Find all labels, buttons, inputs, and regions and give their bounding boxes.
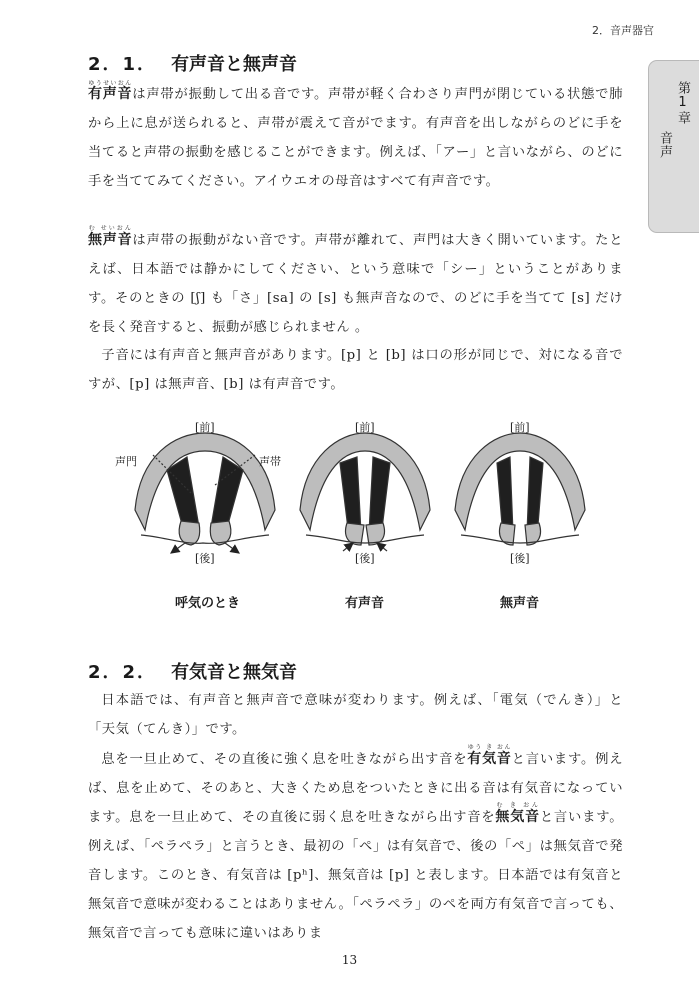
section-title: 有声音と無声音 <box>171 54 298 75</box>
section-heading-2-1 <box>88 50 297 76</box>
paragraph-aspirated: 息を一旦止めて、その直後に強く息を吐きながら出す音を有気音ゆう き おんと言います。例えば、息を止めて、そのあと、大きくため息をついたときに出る音は有気音になっています。息を一旦止めて、その直後に弱く息を吐きながら出す音を無気音む き おんと言います。例えば、「ペラペラ」と言うとき、最初の「ペ」は有気音で、後の「ペ」は無気音で発音します。このとき、有気音は [pʰ]、無気音は [p] と表します。日本語では有気音と無気音で意味が変わることはありません。「ペラペラ」のペを両方有気音で言っても、無気音で言っても意味に違いはありま <box>88 744 624 941</box>
running-head: 2．音声器官 <box>592 24 654 37</box>
label-vocal-cords: 声帯 <box>259 455 281 468</box>
paragraph-text: は声帯が振動して出る音です。声帯が軽く合わさり声門が閉じている状態で肺から上に息が送られると、声帯が震えて音がでます。有声音を出しながらのどに手を当てると声帯の振動を感じることができます。例えば、「アー」と言いながら、のどに手を当ててみてください。アイウエオの母音はすべて有声音です。 <box>88 87 624 189</box>
label-back: [後] <box>510 552 530 565</box>
term-aspirated: 有気音ゆう き おん <box>467 744 512 767</box>
chapter-number: 第1章 <box>675 81 690 125</box>
label-glottis: 声門 <box>115 455 137 468</box>
caption-breathing: 呼気のとき <box>175 596 241 611</box>
glottis-figure <box>95 415 615 615</box>
chapter-side-tab[interactable] <box>648 60 699 233</box>
label-back: [後] <box>195 552 215 565</box>
section-number: 2．1． <box>88 54 158 75</box>
caption-voiceless: 無声音 <box>500 596 540 611</box>
paragraph-voiced <box>88 80 623 196</box>
chapter-title: 音声 <box>657 131 672 159</box>
label-front: [前] <box>510 421 530 434</box>
term-voiced: 有声音ゆうせいおん <box>88 80 133 102</box>
paragraph-consonants: 子音には有声音と無声音があります。[p] と [b] は口の形が同じで、対になる音ですが、[p] は無声音、[b] は有声音です。 <box>88 348 623 392</box>
paragraph-voiceless <box>88 225 623 342</box>
label-front: [前] <box>355 421 375 434</box>
paragraph-meaning: 日本語では、有声音と無声音で意味が変わります。例えば、「電気（でんき）」と「天気（てんき）」です。 <box>88 693 623 737</box>
term-voiceless: 無声音む せいおん <box>88 225 133 248</box>
glottis-diagram-voiced <box>300 433 430 551</box>
label-front: [前] <box>195 421 215 434</box>
glottis-diagram-breathing <box>135 433 275 553</box>
paragraph-text: は声帯の振動がない音です。声帯が離れて、声門は大きく開いています。たとえば、日本語では静かにしてください、という意味で「シー」ということがあります。そのときの [ʃ] も「さ」[sa] の [s] も無声音なので、のどに手を当てて [s] だけを長く発音すると、振動が感じられません 。 <box>88 233 624 335</box>
page-number: 13 <box>341 953 358 967</box>
section-number: 2．2． <box>88 662 158 683</box>
section-heading-2-2 <box>88 658 297 684</box>
section-title: 有気音と無気音 <box>171 662 298 683</box>
label-back: [後] <box>355 552 375 565</box>
caption-voiced: 有声音 <box>345 596 385 611</box>
term-unaspirated: 無気音む き おん <box>495 802 540 825</box>
glottis-diagram-voiceless <box>455 433 585 545</box>
